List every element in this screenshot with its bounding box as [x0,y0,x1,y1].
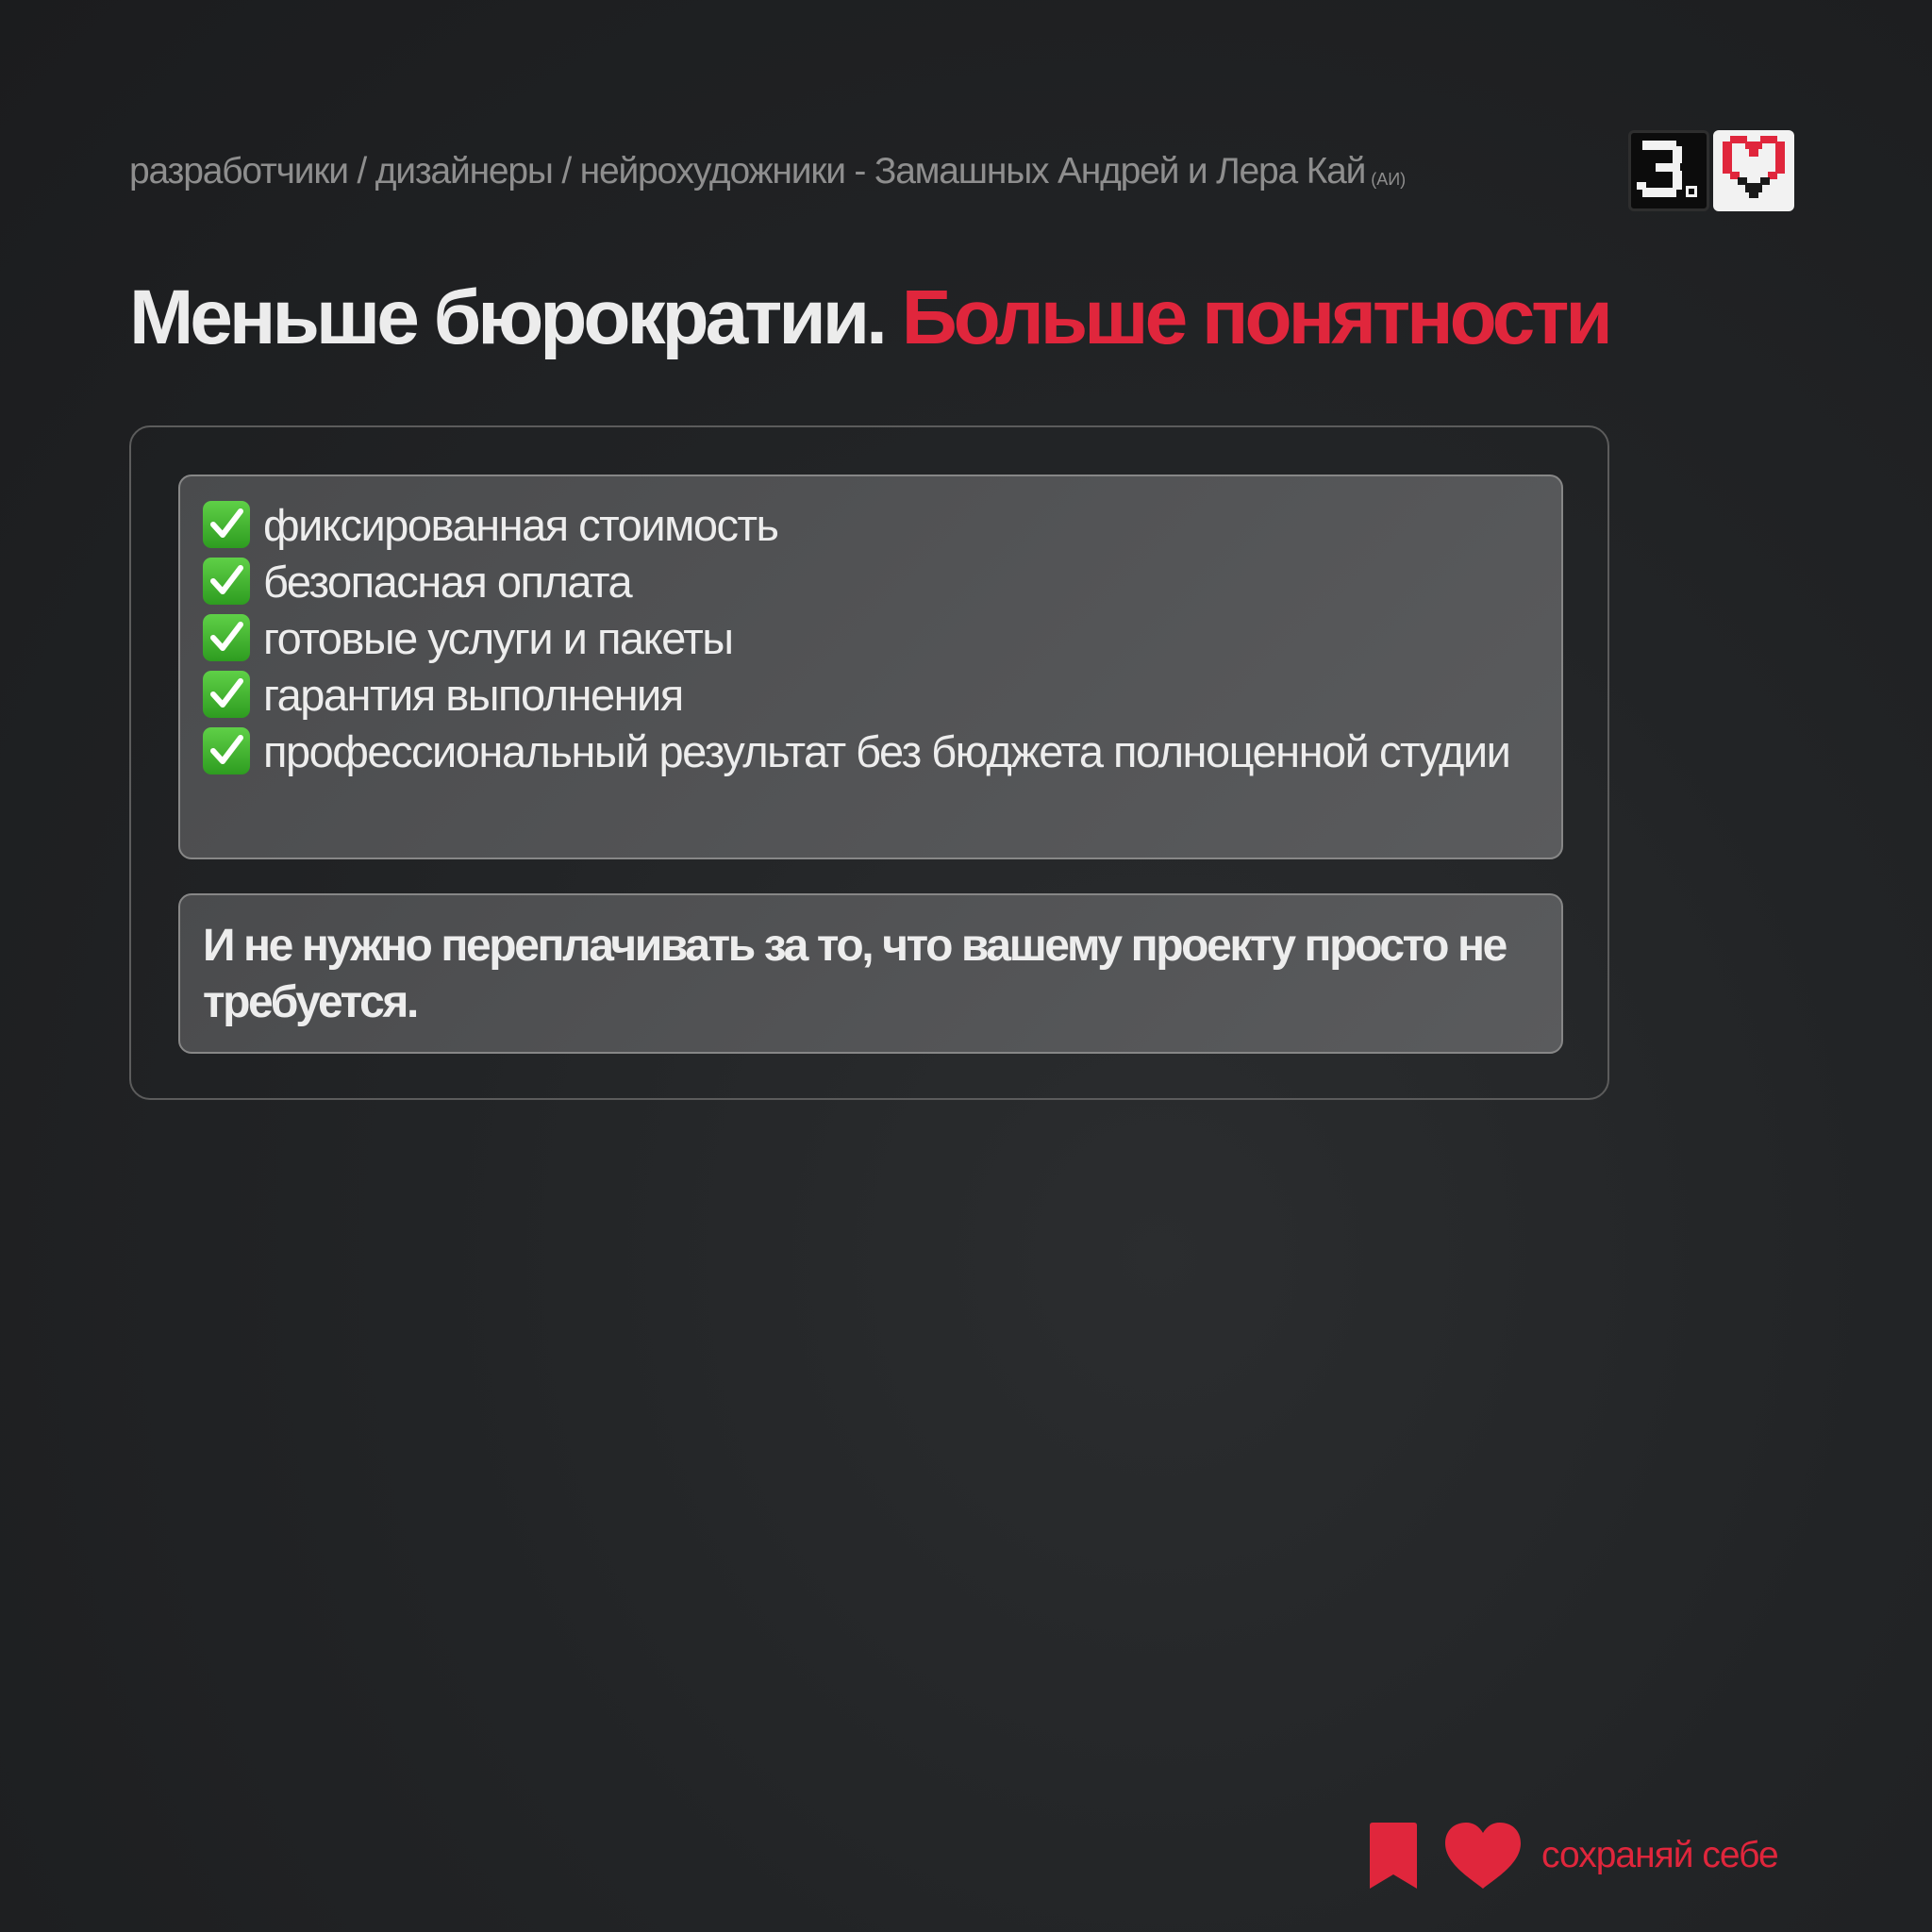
brand-logo [1628,130,1794,211]
list-item [203,667,1539,724]
bookmark-icon[interactable] [1368,1822,1419,1890]
feature-text: гарантия выполнения [263,670,683,720]
save-label: сохраняй себе [1541,1835,1778,1875]
green-check-icon [203,614,250,661]
title-main: Меньше бюрократии. [129,275,884,360]
note-card [178,893,1563,1054]
author-byline [129,151,1406,192]
feature-text: готовые услуги и пакеты [263,613,733,663]
content-frame [129,425,1609,1100]
feature-text: безопасная оплата [263,557,632,607]
green-check-icon [203,501,250,548]
list-item [203,554,1539,610]
byline-text: разработчики / дизайнеры / нейрохудожники - Замашных Андрей и Лера Кай [129,151,1366,192]
byline-suffix: (АИ) [1371,170,1407,189]
feature-text: фиксированная стоимость [263,500,778,550]
save-footer [1368,1821,1778,1890]
title-accent: Больше понятности [901,275,1609,360]
pixel-heart-icon [1713,130,1794,211]
green-check-icon [203,727,250,774]
list-item [203,610,1539,667]
list-item [203,497,1539,554]
note-text: И не нужно переплачивать за то, что вашему проекту просто не требуется. [203,921,1506,1027]
pixel-digit-three-icon [1628,130,1709,211]
list-item [203,724,1539,780]
features-card [178,475,1563,859]
green-check-icon [203,558,250,605]
feature-list [203,497,1539,780]
green-check-icon [203,671,250,718]
feature-text: профессиональный результат без бюджета полноценной студии [263,726,1510,776]
page-title [129,275,1609,360]
heart-icon[interactable] [1443,1821,1523,1890]
